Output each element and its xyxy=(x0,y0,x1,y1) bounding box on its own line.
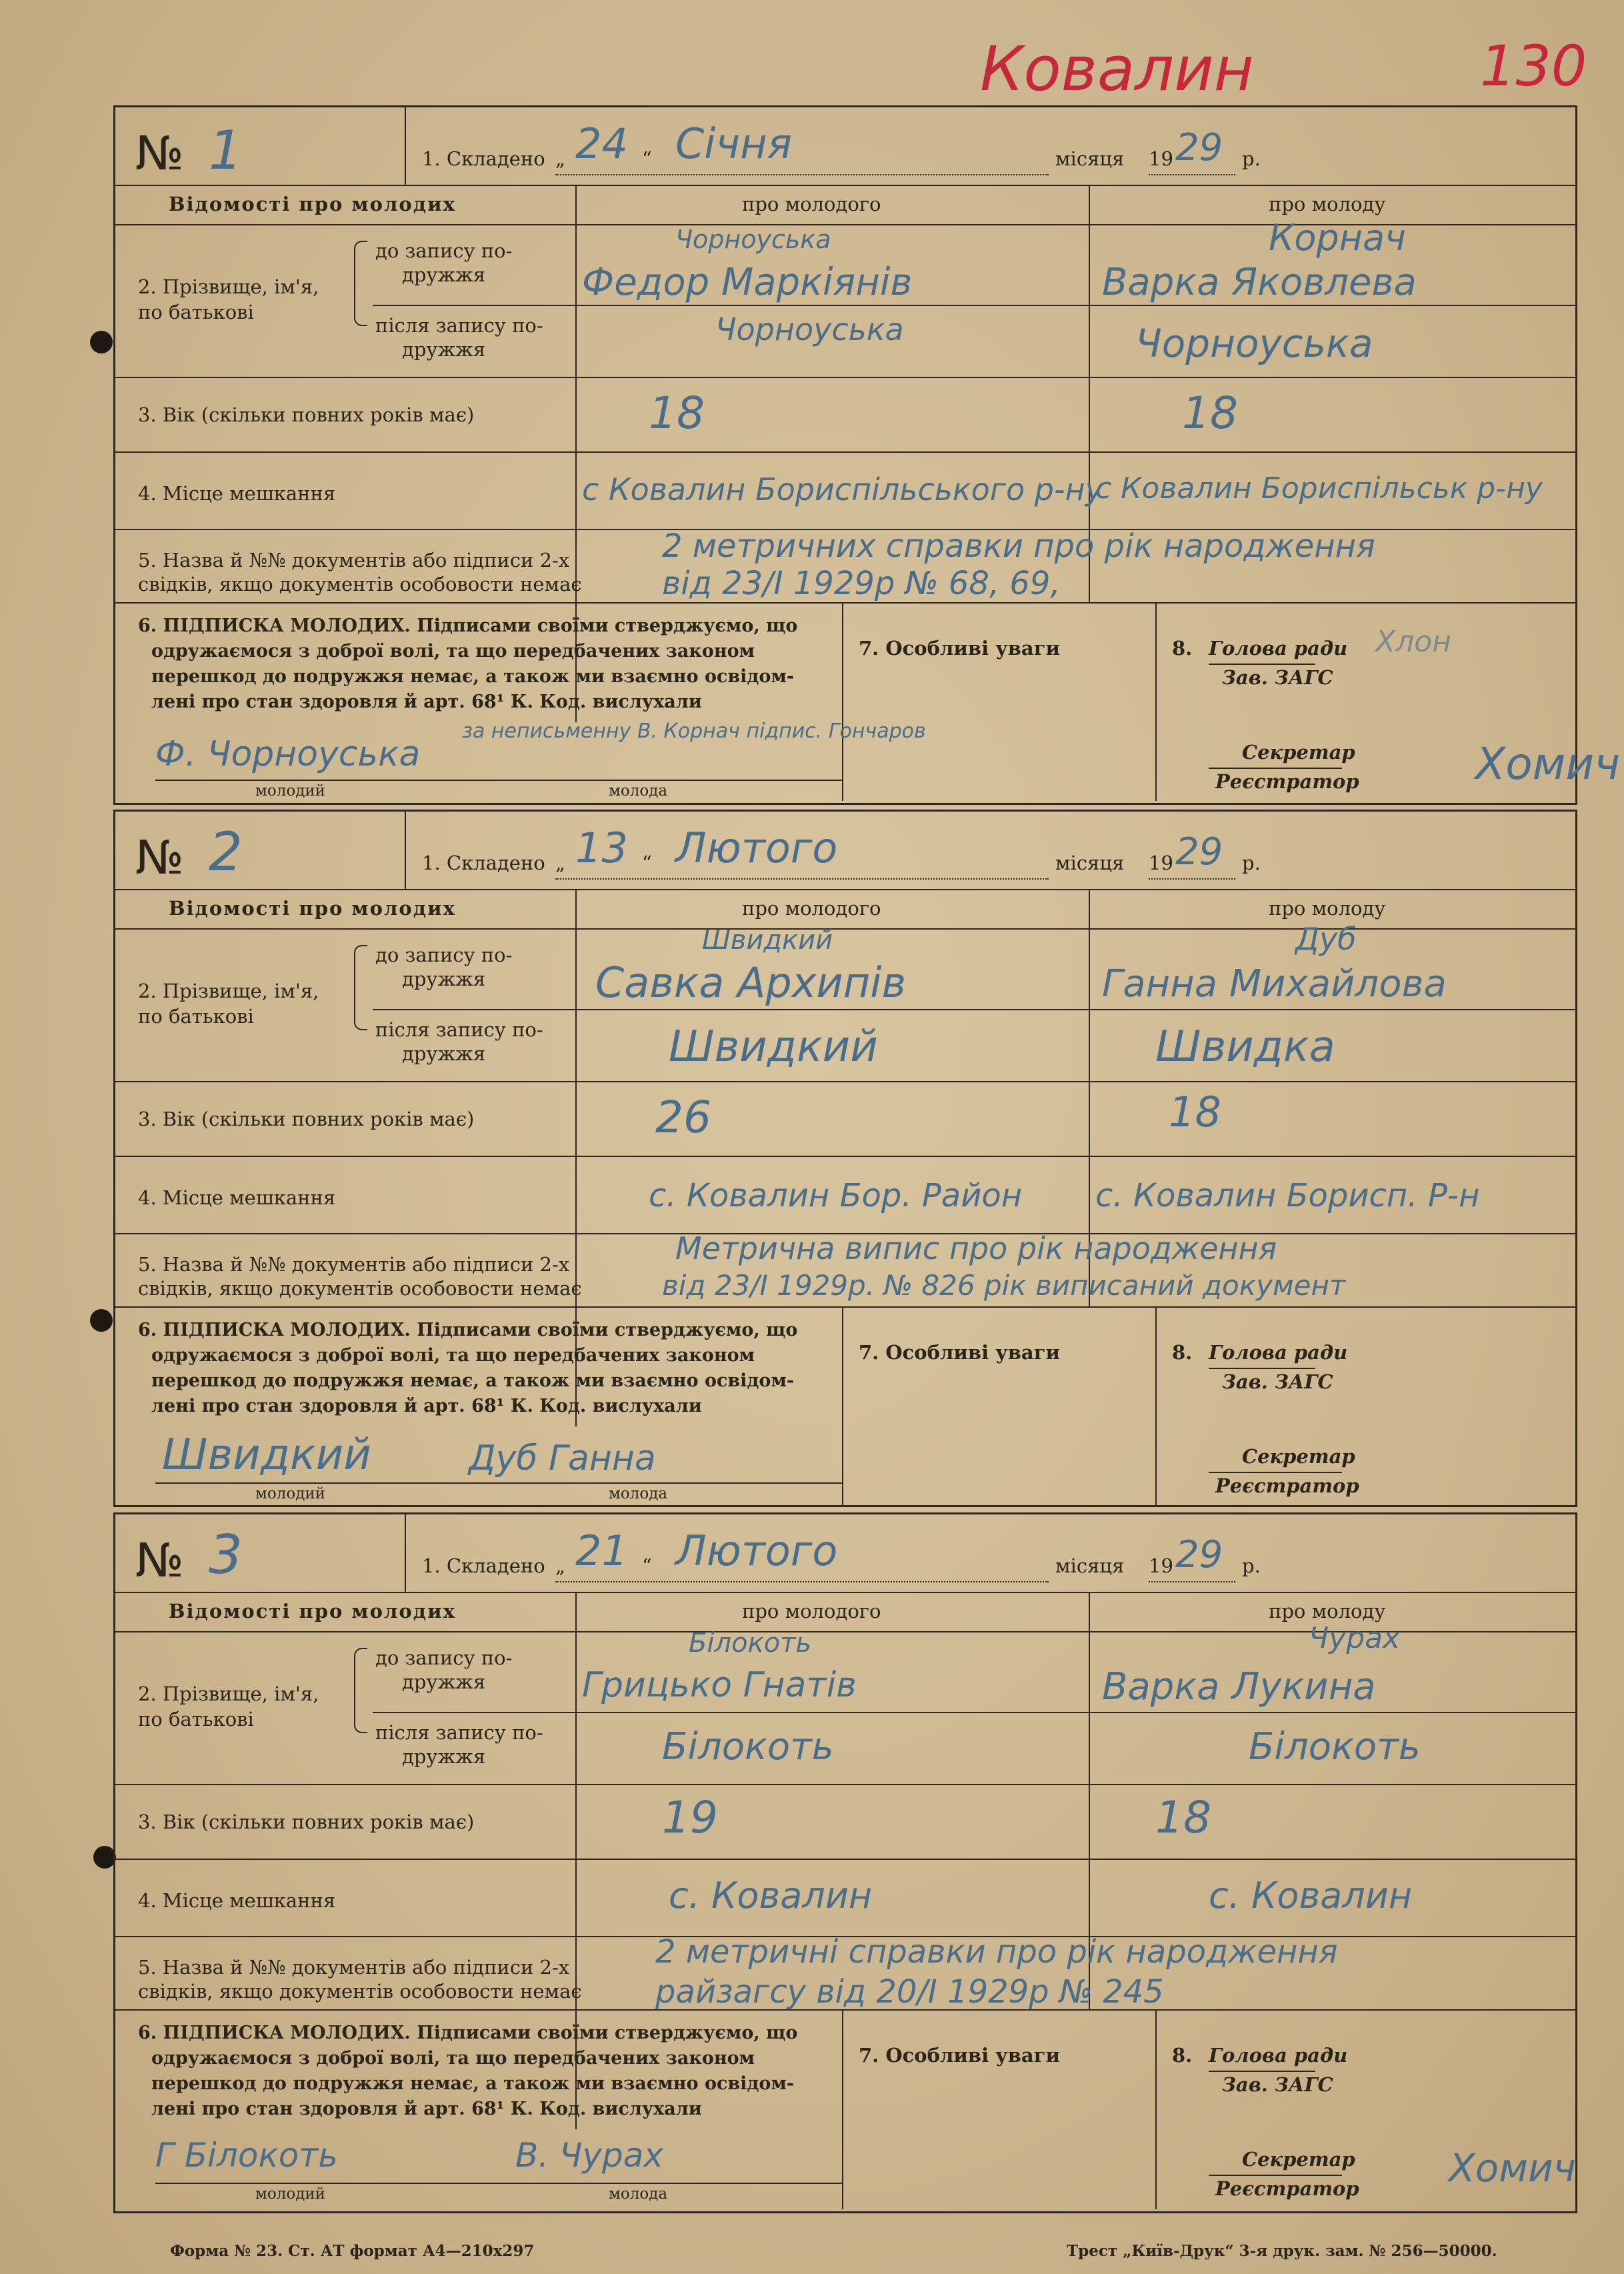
surname-label: 2. Прізвище, ім'я, xyxy=(138,1682,319,1705)
record-month: Лютого xyxy=(675,824,838,872)
record-number: 3 xyxy=(209,1524,243,1586)
registrar-label: Реєстратор xyxy=(1215,770,1359,793)
composed-label: 1. Складено xyxy=(422,852,545,874)
groom-after-surname: Швидкий xyxy=(669,1022,878,1072)
groom-before-surname: Чорноуська xyxy=(675,225,831,254)
documents-line-1: Метрична випис про рік народження xyxy=(675,1230,1277,1266)
marriage-record-1: № 1 1. Складено „ 24 “ Січня місяця 19 29 р. Відомості про молодих про молодого про молоду 2. Прізвище, ім'я, по батькові до запису по- дружжя після запису по- дружжя Чорноуська Федор Маркіянів Чорноуська Корнач Варка Яковлева Чорноуська 3. Вік (скільки повних років має) 18 18 4. Місце мешкання с Ковалин Бориспільського р-ну с Ковалин Бориспільськ р-ну 5. Назва й №№ документів або підписи 2-х свідків, якщо документів особовости немає 2 метричних справки про рік народження від 23/I 1929р № 68, 69, 6. ПІДПИСКА МОЛОДИХ. Підписами своїми стверджуємо, що одружаємося з доброї волі, та що передбачених законом перешкод до подружжя немає, а також ми взаємно освідом- лені про стан здоровля й арт. 68¹ К. Код. вислухали Ф. Чорноуська за неписьменну В. Корнач підпис. Гончаров молодий молода 7. Особливі уваги 8. Голова ради Зав. ЗАГС Хлон Секретар Реєстратор Хомич xyxy=(113,105,1577,805)
groom-word: молодий xyxy=(255,1485,326,1502)
year-prefix: 19 xyxy=(1149,852,1173,874)
month-label: місяця xyxy=(1055,147,1125,170)
record-day: 21 xyxy=(575,1526,628,1575)
form-footer-right: Трест „Київ-Друк“ 3-я друк. зам. № 256—50000. xyxy=(1067,2242,1497,2260)
groom-age: 19 xyxy=(662,1792,718,1843)
remarks-label: 7. Особливі уваги xyxy=(859,637,1060,660)
zags-label: Зав. ЗАГС xyxy=(1222,2073,1333,2096)
head-signature: Хлон xyxy=(1375,625,1451,659)
residence-label: 4. Місце мешкання xyxy=(138,1889,336,1912)
groom-residence: с. Ковалин xyxy=(669,1875,873,1917)
registrar-signature: Хомич xyxy=(1475,738,1621,790)
residence-label: 4. Місце мешкання xyxy=(138,482,336,505)
punch-hole xyxy=(90,331,113,353)
registrar-label: Реєстратор xyxy=(1215,2177,1359,2200)
groom-residence: с Ковалин Бориспільського р-ну xyxy=(582,471,1103,507)
groom-before-surname: Білокоть xyxy=(689,1628,812,1658)
registrar-label: Реєстратор xyxy=(1215,1474,1359,1497)
residence-label: 4. Місце мешкання xyxy=(138,1186,336,1209)
info-about-label: Відомості про молодих xyxy=(169,1600,456,1622)
bride-age: 18 xyxy=(1169,1088,1221,1136)
punch-hole xyxy=(90,1309,113,1332)
about-groom-label: про молодого xyxy=(742,897,881,920)
record-number-sign: № xyxy=(135,830,184,885)
surname-label: 2. Прізвище, ім'я, xyxy=(138,980,319,1002)
head-label: Голова ради xyxy=(1209,1341,1348,1364)
bride-word: молода xyxy=(609,1485,668,1502)
bride-before-surname: Корнач xyxy=(1269,217,1406,259)
groom-after-surname: Білокоть xyxy=(662,1725,834,1769)
month-label: місяця xyxy=(1055,1554,1125,1577)
marriage-record-2: № 2 1. Складено „ 13 “ Лютого місяця 19 29 р. Відомості про молодих про молодого про молоду 2. Прізвище, ім'я, по батькові до запису по- дружжя після запису по- дружжя Швидкий Савка Архипів Швидкий Дуб Ганна Михайлова Швидка 3. Вік (скільки повних років має) 26 18 4. Місце мешкання с. Ковалин Бор. Район с. Ковалин Борисп. Р-н 5. Назва й №№ документів або підписи 2-х свідків, якщо документів особовости немає Метрична випис про рік народження від 23/I 1929р. № 826 рік виписаний документ 6. ПІДПИСКА МОЛОДИХ. Підписами своїми стверджуємо, що одружаємося з доброї волі, та що передбачених законом перешкод до подружжя немає, а також ми взаємно освідом- лені про стан здоровля й арт. 68¹ К. Код. вислухали Швидкий Дуб Ганна молодий молода 7. Особливі уваги 8. Голова ради Зав. ЗАГС Секретар Реєстратор xyxy=(113,810,1577,1507)
info-about-label: Відомості про молодих xyxy=(169,897,456,920)
year-prefix: 19 xyxy=(1149,1554,1173,1577)
groom-before-name: Федор Маркіянів xyxy=(582,261,913,304)
documents-label-2: свідків, якщо документів особовости немає xyxy=(138,1980,582,2003)
bride-after-surname: Білокоть xyxy=(1249,1725,1421,1769)
about-bride-label: про молоду xyxy=(1269,897,1386,920)
documents-line-2: райзагсу від 20/I 1929р № 245 xyxy=(655,1973,1164,2011)
bride-word: молода xyxy=(609,782,668,800)
signature-clause-2: одружаємося з доброї волі, та що передбачених законом xyxy=(151,1345,755,1366)
bride-residence: с Ковалин Бориспільськ р-ну xyxy=(1095,471,1543,505)
patronymic-label: по батькові xyxy=(138,1005,254,1028)
groom-age: 26 xyxy=(655,1092,711,1143)
signature-clause-2: одружаємося з доброї волі, та що передбачених законом xyxy=(151,2048,755,2069)
groom-signature: Г Білокоть xyxy=(155,2136,338,2175)
record-month: Лютого xyxy=(675,1526,838,1575)
village-name-header: Ковалин xyxy=(980,33,1254,105)
bride-age: 18 xyxy=(1182,387,1238,439)
record-number-sign: № xyxy=(135,126,184,181)
signature-clause-3: перешкод до подружжя немає, а також ми взаємно освідом- xyxy=(151,2073,795,2094)
about-bride-label: про молоду xyxy=(1269,1600,1386,1622)
bride-before-name: Варка Яковлева xyxy=(1102,261,1417,304)
month-label: місяця xyxy=(1055,852,1125,874)
signature-clause-3: перешкод до подружжя немає, а також ми взаємно освідом- xyxy=(151,1370,795,1391)
documents-line-2: від 23/I 1929р. № 826 рік виписаний документ xyxy=(662,1269,1346,1302)
about-groom-label: про молодого xyxy=(742,193,881,215)
bride-age: 18 xyxy=(1155,1792,1211,1843)
groom-before-surname: Швидкий xyxy=(702,925,833,956)
composed-label: 1. Складено xyxy=(422,147,545,170)
head-label: Голова ради xyxy=(1209,637,1348,660)
groom-word: молодий xyxy=(255,782,326,800)
bride-word: молода xyxy=(609,2185,668,2203)
sheet-number: 130 xyxy=(1480,33,1587,99)
bride-after-surname: Швидка xyxy=(1155,1022,1335,1072)
documents-label-2: свідків, якщо документів особовости немає xyxy=(138,1277,582,1300)
bride-before-surname: Дуб xyxy=(1295,921,1357,957)
record-year: 29 xyxy=(1175,1533,1223,1576)
bride-residence: с. Ковалин xyxy=(1209,1875,1413,1917)
marriage-record-3: № 3 1. Складено „ 21 “ Лютого місяця 19 29 р. Відомості про молодих про молодого про молоду 2. Прізвище, ім'я, по батькові до запису по- дружжя після запису по- дружжя Білокоть Грицько Гнатів Білокоть Чурах Варка Лукина Білокоть 3. Вік (скільки повних років має) 19 18 4. Місце мешкання с. Ковалин с. Ковалин 5. Назва й №№ документів або підписи 2-х свідків, якщо документів особовости немає 2 метричні справки про рік народження райзагсу від 20/I 1929р № 245 6. ПІДПИСКА МОЛОДИХ. Підписами своїми стверджуємо, що одружаємося з доброї волі, та що передбачених законом перешкод до подружжя немає, а також ми взаємно освідом- лені про стан здоровля й арт. 68¹ К. Код. вислухали Г Білокоть В. Чурах молодий молода 7. Особливі уваги 8. Голова ради Зав. ЗАГС Секретар Реєстратор Хомич xyxy=(113,1512,1577,2213)
record-month: Січня xyxy=(675,119,792,168)
punch-hole xyxy=(93,1846,116,1869)
signature-clause-1: 6. ПІДПИСКА МОЛОДИХ. Підписами своїми стверджуємо, що xyxy=(138,616,798,636)
bride-before-surname: Чурах xyxy=(1309,1621,1401,1655)
record-number-sign: № xyxy=(135,1533,184,1588)
form-footer-left: Форма № 23. Ст. АТ формат А4—210х297 xyxy=(170,2242,535,2260)
remarks-label: 7. Особливі уваги xyxy=(859,2044,1060,2067)
documents-label-2: свідків, якщо документів особовости немає xyxy=(138,573,582,596)
info-about-label: Відомості про молодих xyxy=(169,193,456,215)
patronymic-label: по батькові xyxy=(138,301,254,323)
age-label: 3. Вік (скільки повних років має) xyxy=(138,403,475,426)
bride-before-name: Варка Лукина xyxy=(1102,1665,1376,1709)
groom-before-name: Савка Архипів xyxy=(595,958,907,1007)
patronymic-label: по батькові xyxy=(138,1708,254,1731)
signature-clause-1: 6. ПІДПИСКА МОЛОДИХ. Підписами своїми стверджуємо, що xyxy=(138,1320,798,1340)
year-prefix: 19 xyxy=(1149,147,1173,170)
bride-before-name: Ганна Михайлова xyxy=(1102,962,1447,1006)
documents-label-1: 5. Назва й №№ документів або підписи 2-х xyxy=(138,549,570,572)
age-label: 3. Вік (скільки повних років має) xyxy=(138,1108,475,1130)
zags-label: Зав. ЗАГС xyxy=(1222,666,1333,689)
year-suffix: р. xyxy=(1242,147,1261,170)
record-day: 24 xyxy=(575,119,628,168)
composed-label: 1. Складено xyxy=(422,1554,545,1577)
documents-line-1: 2 метричних справки про рік народження xyxy=(662,527,1375,565)
bride-residence: с. Ковалин Борисп. Р-н xyxy=(1095,1177,1480,1214)
documents-label-1: 5. Назва й №№ документів або підписи 2-х xyxy=(138,1956,570,1979)
signature-clause-4: лені про стан здоровля й арт. 68¹ К. Код. вислухали xyxy=(151,2099,702,2119)
groom-before-name: Грицько Гнатів xyxy=(582,1665,857,1705)
record-day: 13 xyxy=(575,824,628,872)
year-suffix: р. xyxy=(1242,1554,1261,1577)
groom-after-surname: Чорноуська xyxy=(715,311,904,347)
documents-label-1: 5. Назва й №№ документів або підписи 2-х xyxy=(138,1253,570,1276)
documents-line-2: від 23/I 1929р № 68, 69, xyxy=(662,565,1061,602)
secretary-label: Секретар xyxy=(1242,741,1355,764)
about-groom-label: про молодого xyxy=(742,1600,881,1622)
signature-clause-2: одружаємося з доброї волі, та що передбачених законом xyxy=(151,641,755,662)
bride-after-surname: Чорноуська xyxy=(1135,321,1373,366)
groom-signature: Ф. Чорноуська xyxy=(155,734,421,774)
secretary-label: Секретар xyxy=(1242,1445,1355,1468)
groom-age: 18 xyxy=(649,387,705,439)
groom-word: молодий xyxy=(255,2185,326,2203)
record-number: 2 xyxy=(209,821,243,883)
head-label: Голова ради xyxy=(1209,2044,1348,2067)
signature-clause-4: лені про стан здоровля й арт. 68¹ К. Код. вислухали xyxy=(151,692,702,712)
bride-signature: В. Чурах xyxy=(515,2136,663,2175)
signature-clause-1: 6. ПІДПИСКА МОЛОДИХ. Підписами своїми стверджуємо, що xyxy=(138,2023,798,2043)
bride-signature: Дуб Ганна xyxy=(469,1438,656,1478)
secretary-label: Секретар xyxy=(1242,2148,1355,2171)
record-year: 29 xyxy=(1175,830,1223,874)
record-number: 1 xyxy=(209,119,243,181)
registrar-signature: Хомич xyxy=(1449,2145,1576,2191)
documents-line-1: 2 метричні справки про рік народження xyxy=(655,1933,1338,1971)
about-bride-label: про молоду xyxy=(1269,193,1386,215)
year-suffix: р. xyxy=(1242,852,1261,874)
age-label: 3. Вік (скільки повних років має) xyxy=(138,1811,475,1833)
groom-residence: с. Ковалин Бор. Район xyxy=(649,1177,1023,1214)
surname-label: 2. Прізвище, ім'я, xyxy=(138,275,319,298)
zags-label: Зав. ЗАГС xyxy=(1222,1370,1333,1393)
signature-clause-4: лені про стан здоровля й арт. 68¹ К. Код. вислухали xyxy=(151,1396,702,1416)
bride-signature: за неписьменну В. Корнач підпис. Гончаров xyxy=(462,720,926,743)
record-year: 29 xyxy=(1175,126,1223,169)
signature-clause-3: перешкод до подружжя немає, а також ми взаємно освідом- xyxy=(151,666,795,687)
remarks-label: 7. Особливі уваги xyxy=(859,1341,1060,1364)
groom-signature: Швидкий xyxy=(162,1430,371,1480)
